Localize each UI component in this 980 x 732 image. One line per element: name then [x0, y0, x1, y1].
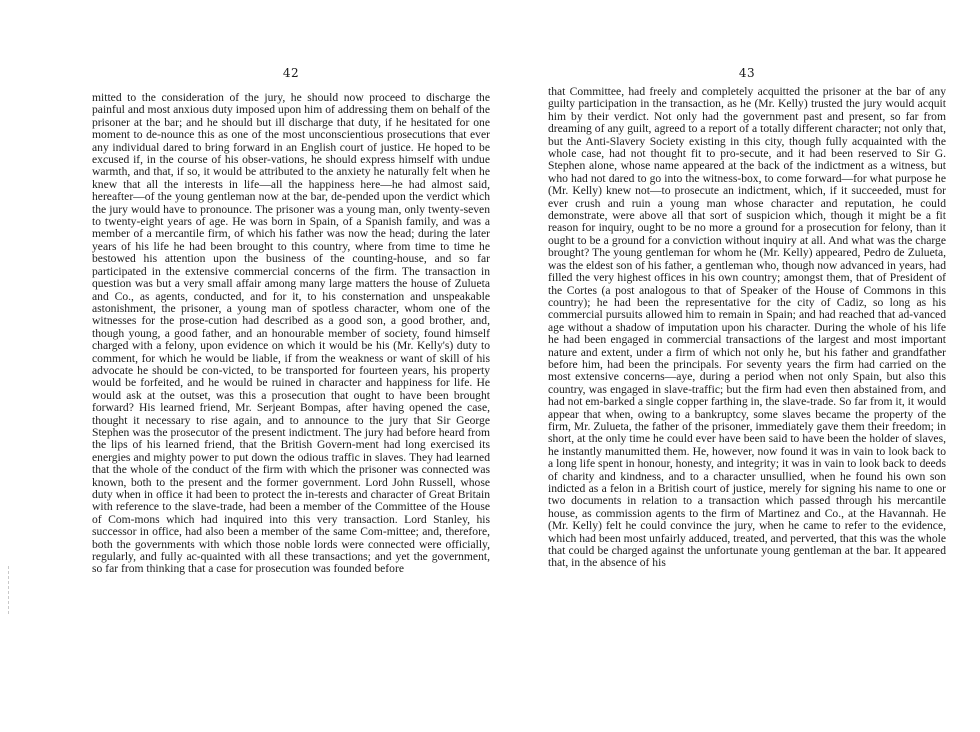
left-page-body-text: mitted to the consideration of the jury, he should now proceed to discharge the painful and most anxious duty imposed upon him of addressing them on behalf of the prisoner at the bar; and he should but ill discharge that duty, if he hesitated for one moment to de-nounce this as one of the most unconscientious prosecutions that ever any individual dared to bring forward in an English court of justice. He hoped to be excused if, in the course of his obser-vations, he should express himself with undue warmth, and that, if so, it would be attributed to the anxiety he naturally felt when he knew that all the interests in life—all the happiness here—he had almost said, hereafter—of the young gentleman now at the bar, de-pended upon the verdict which the jury would have to pronounce. The prisoner was a young man, only twenty-seven to twenty-eight years of age. He was born in Spain, of a Spanish family, and was a member of a mercantile firm, of which his father was now the head; during the later years of his life he had been brought to this country, where from time to time he bestowed his attention upon the business of the counting-house, and so far participated in the extensive commercial concerns of the firm. The transaction in question was but a very small affair among many large matters the house of Zulueta and Co., as agents, conducted, and for it, to his consternation and unspeakable astonishment, the prisoner, a young man of spotless character, whom one of the witnesses for the prose-cution had described as a good son, a good brother, and, though young, a good father, and an honourable member of society, found himself charged with a felony, upon evidence on which it would be his (Mr. Kelly's) duty to comment, for which he would be liable, if from the weakness or want of skill of his advocate he should be con-victed, to be transported for fourteen years, his property would be forfeited, and he would be ruined in character and happiness for life. He would ask at the outset, was this a prosecution that ought to have been brought forward? His learned friend, Mr. Serjeant Bompas, after having opened the case, thought it necessary to rise again, and to announce to the jury that Sir George Stephen was the prosecutor of the present indictment. The jury had before heard from the lips of his learned friend, that the British Govern-ment had long exercised its energies and mighty power to put down the odious traffic in slaves. They had learned that the whole of the conduct of the firm with which the prisoner was connected was known, both to the present and the former government. Lord John Russell, whose duty when in office it had been to protect the in-terests and character of Great Britain with reference to the slave-trade, had been a member of the Committee of the House of Com-mons which had inquired into this very transaction. Lord Stanley, his successor in office, had also been a member of the same Com-mittee; and, therefore, both the governments with which those noble lords were connected were officially, regularly, and fully ac-quainted with all these transactions; and yet the government, so far from thinking that a case for prosecution was founded before	[92, 91, 490, 576]
left-page	[92, 0, 490, 732]
scan-edge-mark	[8, 566, 11, 614]
right-page-body-text: that Committee, had freely and completely acquitted the prisoner at the bar of any guilty participation in the transaction, as he (Mr. Kelly) trusted the jury would acquit him by their verdict. Not only had the government past and present, so far from dreaming of any guilt, agreed to a report of a totally different character; not only that, but the Anti-Slavery Society existing in this city, though fully acquainted with the whole case, had not thought fit to pro-secute, and it had been reserved to Sir G. Stephen alone, whose name appeared at the back of the indictment as a witness, but who had not dared to go into the witness-box, to come forward—for what purpose he (Mr. Kelly) knew not—to prosecute an indictment, which, if it succeeded, must for ever crush and ruin a young man whose character and reputation, he could demonstrate, were above all that sort of suspicion which, though it might be a fit reason for inquiry, ought to be no more a ground for a prosecution for felony, than it ought to be a ground for a conviction without inquiry at all. And what was the charge brought? The young gentleman for whom he (Mr. Kelly) appeared, Pedro de Zulueta, was the eldest son of his father, a gentleman who, though now advanced in years, had filled the very highest offices in his own country; amongst them, that of President of the Cortes (a post analogous to that of Speaker of the House of Commons in this country); he had been the representative for the city of Cadiz, so long as his commercial pursuits allowed him to remain in Spain; and had reached that ad-vanced age without a shadow of imputation upon his character. During the whole of his life he had been engaged in commercial transactions of the largest and most important nature and extent, under a firm of which not only he, but his father and grandfather before him, had been the principals. For seventy years the firm had carried on the most extensive concerns—aye, during a period when not only Spain, but also this country, was engaged in slave-traffic; but the firm had even then abstained from, and had not em-barked a single copper farthing in, the slave-trade. So far from it, it would appear that when, owing to a bankruptcy, some slaves became the property of the firm, Mr. Zulueta, the father of the prisoner, immediately gave them their freedom; in short, at the only time he could ever have been said to have been the holder of slaves, he instantly manumitted them. He, however, now found it was in vain to look back to a long life spent in honour, honesty, and integrity; it was in vain to look back to deeds of charity and kindness, and to a character unsullied, when he found his own son indicted as a felon in a British court of justice, merely for signing his name to one or two documents in relation to a transaction which passed through his mercantile house, as commission agents to the firm of Martinez and Co., at the Havannah. He (Mr. Kelly) felt he could convince the jury, when he came to refer to the evidence, which had been most unfairly adduced, treated, and perverted, that this was the whole that could be charged against the unfortunate young gentleman at the bar. It appeared that, in the absence of his	[548, 85, 946, 570]
page-number-left: 42	[282, 66, 300, 80]
right-page	[548, 0, 946, 732]
book-gutter	[512, 0, 513, 732]
page-number-right: 43	[738, 66, 756, 80]
